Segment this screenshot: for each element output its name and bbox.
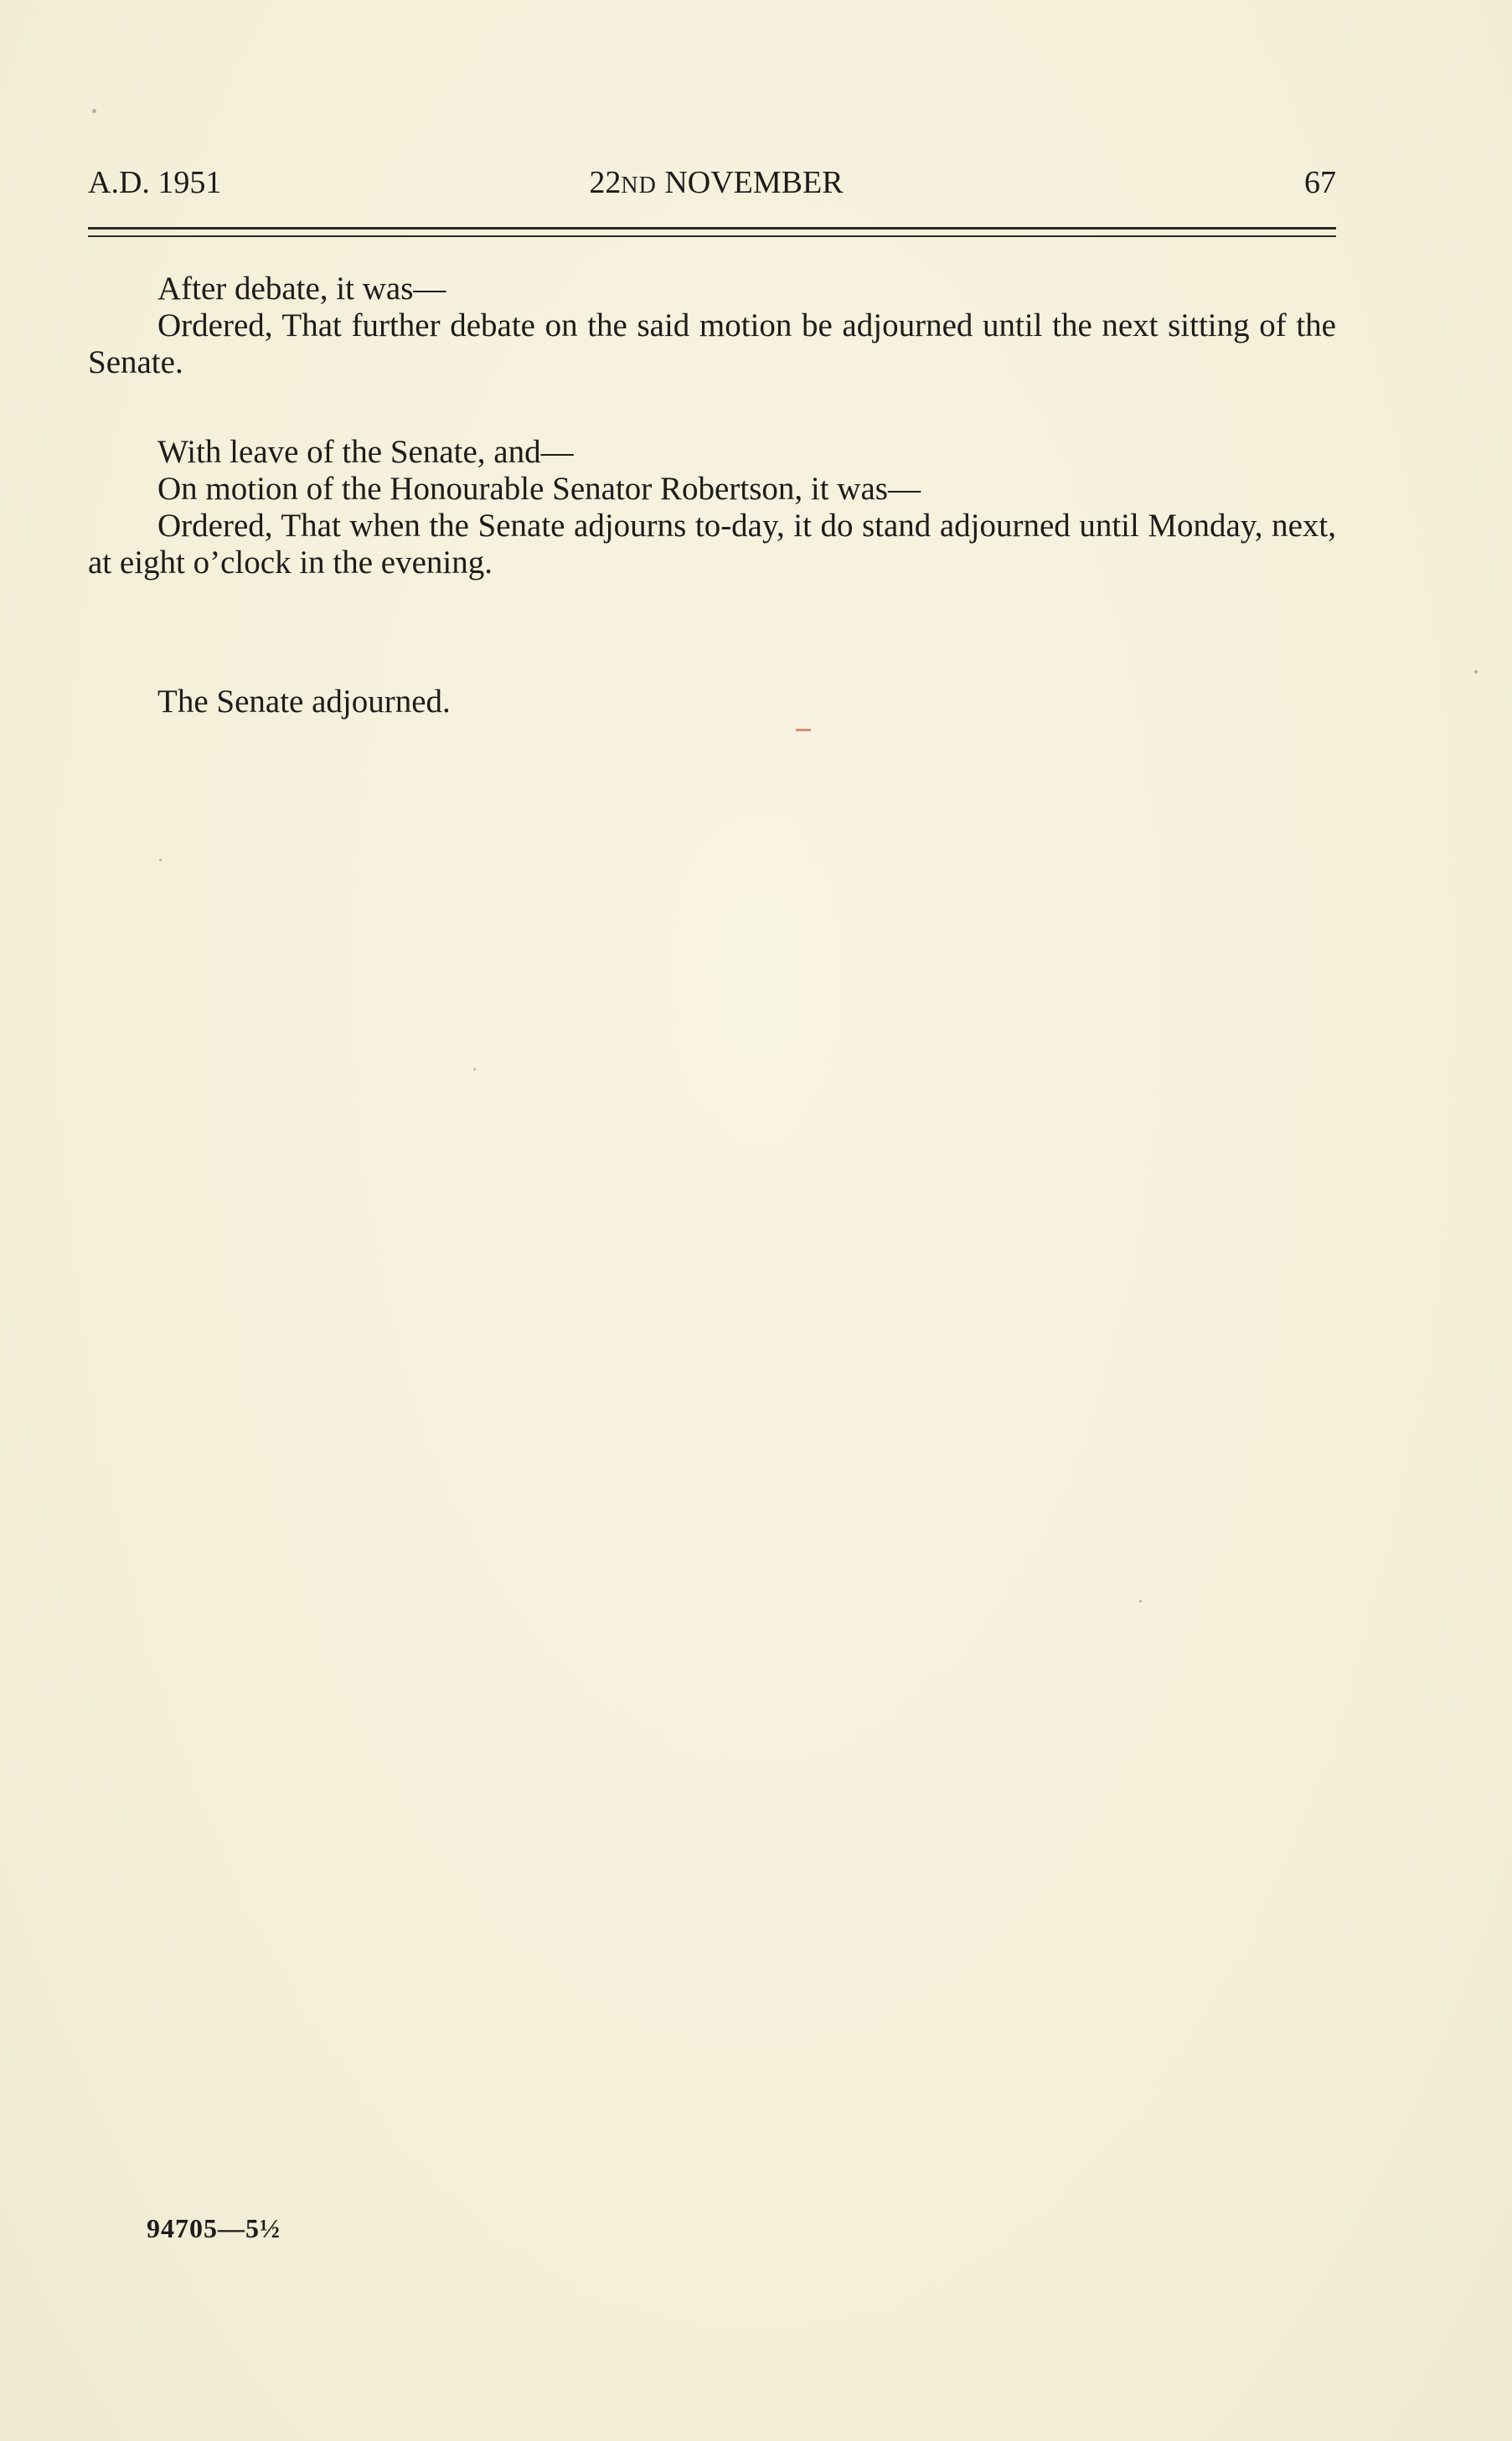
paper-speck (1474, 670, 1478, 673)
paper-speck (473, 1068, 476, 1071)
paper-speck (92, 109, 96, 113)
paragraph: With leave of the Senate, and— (157, 434, 574, 470)
header-year: A.D. 1951 (88, 165, 222, 200)
paragraph: On motion of the Honourable Senator Robertson, it was— (157, 471, 921, 507)
red-ink-mark (796, 729, 811, 731)
header-day-suffix: ND (621, 173, 657, 199)
paper-speck (159, 859, 162, 861)
paragraph: After debate, it was— (157, 271, 446, 307)
paragraph: Ordered, That further debate on the said motion be adjourned until the next sitting of the Senate. (88, 307, 1336, 380)
printer-code: 94705—5½ (147, 2213, 281, 2243)
proceedings-block (88, 684, 1336, 720)
proceedings-block (88, 434, 1336, 581)
paper-speck (1139, 1600, 1142, 1602)
running-header (88, 164, 1336, 211)
header-rule-top (88, 227, 1336, 230)
page-number: 67 (1304, 165, 1336, 200)
header-day: 22 (589, 165, 622, 200)
proceedings-block (88, 271, 1336, 381)
paragraph: The Senate adjourned. (157, 684, 451, 720)
header-rule-bottom (88, 235, 1336, 237)
header-month: NOVEMBER (664, 165, 844, 200)
paragraph: Ordered, That when the Senate adjourns to-day, it do stand adjourned until Monday, next, at eight o’clock in the evening. (88, 508, 1336, 581)
header-date (88, 164, 1336, 201)
